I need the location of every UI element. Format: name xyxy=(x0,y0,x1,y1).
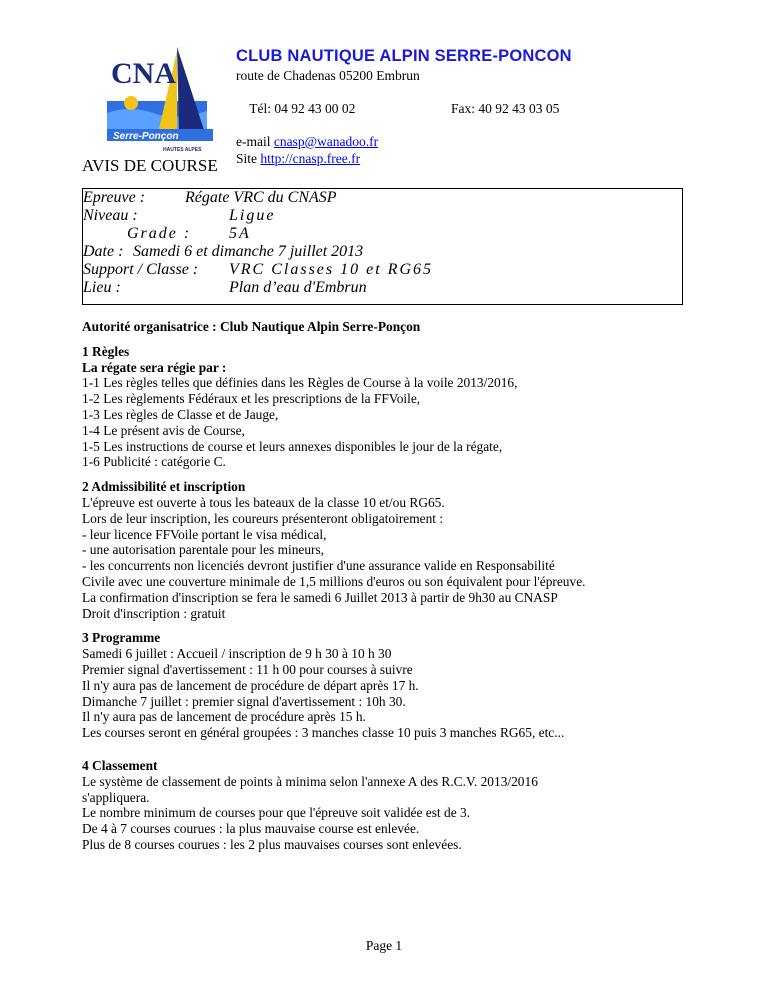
section-line: Premier signal d'avertissement : 11 h 00 pour courses à suivre xyxy=(82,661,413,677)
document-body xyxy=(82,319,702,853)
page-number: Page 1 xyxy=(365,938,403,953)
info-row-epreuve xyxy=(83,189,682,207)
section-rules xyxy=(82,344,702,470)
section-line: Civile avec une couverture minimale de 1,5 millions d'euros ou son équivalent pour l'épreuve. xyxy=(82,573,586,589)
info-row-lieu xyxy=(83,279,682,297)
section-line: La confirmation d'inscription se fera le samedi 6 Juillet 2013 à partir de 9h30 au CNASP xyxy=(82,589,558,605)
info-value: 5A xyxy=(229,225,251,242)
logo-sun xyxy=(124,96,138,110)
section-subtitle: La régate sera régie par : xyxy=(82,359,227,375)
info-label: Niveau : xyxy=(83,207,138,224)
email-label: e-mail xyxy=(236,134,274,149)
club-logo xyxy=(101,43,223,155)
section-line: Le système de classement de points à minima selon l'annexe A des R.C.V. 2013/2016 xyxy=(82,773,538,789)
section-line: Plus de 8 courses courues : les 2 plus mauvaises courses sont enlevées. xyxy=(82,836,462,852)
email-link[interactable]: cnasp@wanadoo.fr xyxy=(273,134,379,149)
section-line: - les concurrents non licenciés devront justifier d'une assurance valide en Responsabilité xyxy=(82,558,555,574)
section-line: 1-6 Publicité : catégorie C. xyxy=(82,454,226,470)
section-line: De 4 à 7 courses courues : la plus mauvaise course est enlevée. xyxy=(82,821,420,837)
info-value: Samedi 6 et dimanche 7 juillet 2013 xyxy=(133,243,364,260)
logo-subtitle: Serre-Ponçon xyxy=(113,131,179,142)
section-line: Il n'y aura pas de lancement de procédure de départ après 17 h. xyxy=(82,677,419,693)
organizing-authority: Autorité organisatrice : Club Nautique Alpin Serre-Ponçon xyxy=(82,319,421,334)
info-row-support xyxy=(83,261,682,279)
section-eligibility xyxy=(82,479,702,621)
info-value: Ligue xyxy=(229,207,276,224)
section-line: 1-4 Le présent avis de Course, xyxy=(82,422,245,438)
section-title: 3 Programme xyxy=(82,630,161,646)
section-line: 1-5 Les instructions de course et leurs annexes disponibles le jour de la régate, xyxy=(82,438,503,454)
section-programme xyxy=(82,630,702,741)
document-title: AVIS DE COURSE xyxy=(82,156,218,175)
section-title: 1 Règles xyxy=(82,343,130,359)
section-line: 1-2 Les règlements Fédéraux et les prescriptions de la FFVoile, xyxy=(82,391,421,407)
section-line: Le nombre minimum de courses pour que l'épreuve soit validée est de 3. xyxy=(82,805,471,821)
club-address: route de Chadenas 05200 Embrun xyxy=(236,68,420,83)
section-line: Dimanche 7 juillet : premier signal d'avertissement : 10h 30. xyxy=(82,693,406,709)
race-info-box xyxy=(82,188,683,305)
info-row-date xyxy=(83,243,682,261)
section-title: 4 Classement xyxy=(82,757,158,773)
section-line: - leur licence FFVoile portant le visa médical, xyxy=(82,526,327,542)
club-phone: Tél: 04 92 43 00 02 xyxy=(249,101,356,116)
section-line: L'épreuve est ouverte à tous les bateaux de la classe 10 et/ou RG65. xyxy=(82,494,445,510)
section-line: s'appliquera. xyxy=(82,789,150,805)
club-email-line xyxy=(236,134,572,151)
club-fax: Fax: 40 92 43 03 05 xyxy=(451,101,560,116)
section-line: Les courses seront en général groupées : 3 manches classe 10 puis 3 manches RG65, etc... xyxy=(82,725,565,741)
info-label: Epreuve : xyxy=(83,189,146,206)
club-header xyxy=(236,46,572,167)
section-ranking xyxy=(82,758,702,853)
logo-letters: CNA xyxy=(111,57,176,90)
info-row-grade xyxy=(83,225,682,243)
club-site-line xyxy=(236,151,572,168)
section-line: Lors de leur inscription, les coureurs présenteront obligatoirement : xyxy=(82,510,444,526)
section-line: - une autorisation parentale pour les mineurs, xyxy=(82,542,325,558)
info-label: Grade : xyxy=(127,225,192,242)
section-line: Droit d'inscription : gratuit xyxy=(82,605,226,621)
club-contact-line xyxy=(236,85,572,135)
info-label: Support / Classe : xyxy=(83,261,199,278)
info-row-niveau xyxy=(83,207,682,225)
site-label: Site xyxy=(236,150,261,166)
info-value: Régate VRC du CNASP xyxy=(185,189,337,206)
info-value: Plan d’eau d'Embrun xyxy=(229,279,367,296)
section-line: Samedi 6 juillet : Accueil / inscription de 9 h 30 à 10 h 30 xyxy=(82,646,392,662)
club-name: CLUB NAUTIQUE ALPIN SERRE-PONCON xyxy=(236,47,572,65)
section-line: 1-3 Les règles de Classe et de Jauge, xyxy=(82,406,279,422)
info-label: Lieu : xyxy=(83,279,121,296)
section-line: 1-1 Les règles telles que définies dans les Règles de Course à la voile 2013/2016, xyxy=(82,375,518,391)
logo-region: HAUTES ALPES xyxy=(163,147,202,153)
info-value: VRC Classes 10 et RG65 xyxy=(229,261,433,278)
info-label: Date : xyxy=(83,243,124,260)
site-link[interactable]: http://cnasp.free.fr xyxy=(260,150,361,166)
section-title: 2 Admissibilité et inscription xyxy=(82,479,246,495)
section-line: Il n'y aura pas de lancement de procédure après 15 h. xyxy=(82,709,366,725)
